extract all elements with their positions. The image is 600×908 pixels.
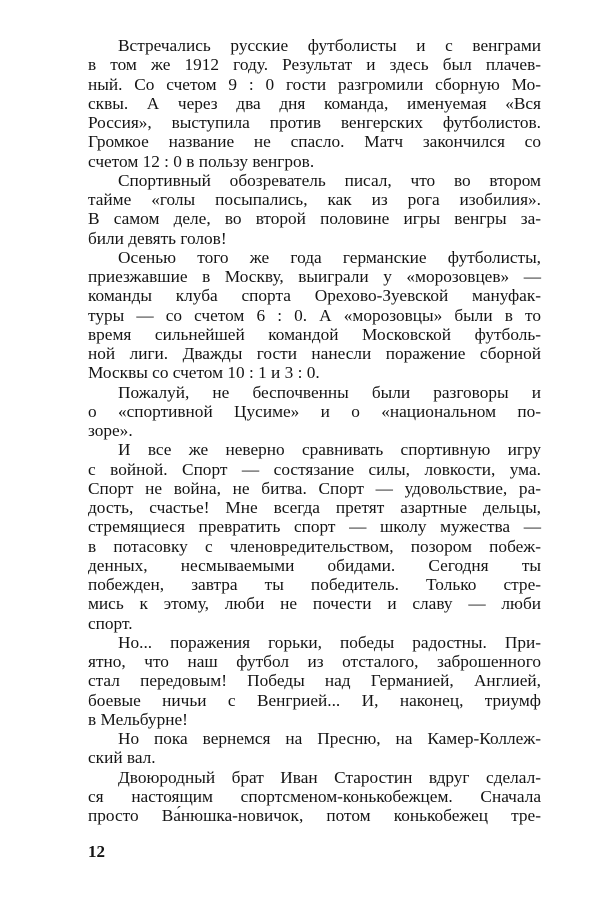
- paragraph: [88, 248, 541, 383]
- text-line: Спорт не война, не битва. Спорт — удовольствие, ра-: [88, 478, 541, 498]
- text-line: боевые ничьи с Венгрией... И, наконец, триумф: [88, 690, 541, 710]
- text-line: И все же неверно сравнивать спортивную игру: [118, 440, 541, 460]
- text-line: тайме «голы посыпались, как из рога изобилия».: [88, 190, 541, 209]
- text-line: сквы. А через два дня команда, именуемая «Вся: [88, 93, 541, 113]
- text-line: Но пока вернемся на Пресню, на Камер-Коллеж-: [118, 729, 541, 748]
- text-line: Громкое название не спасло. Матч закончился со: [88, 132, 541, 152]
- text-line: ский вал.: [88, 748, 156, 768]
- text-line: Спортивный обозреватель писал, что во втором: [118, 170, 541, 190]
- paragraph: [88, 440, 541, 633]
- text-line: счетом 12 : 0 в пользу венгров.: [88, 151, 315, 171]
- text-line: ной лиги. Дважды гости нанесли поражение сборной: [88, 344, 541, 363]
- paragraph: [88, 633, 541, 729]
- text-line: туры — со счетом 6 : 0. А «морозовцы» были в то: [88, 305, 541, 325]
- text-line: Москвы со счетом 10 : 1 и 3 : 0.: [88, 363, 320, 383]
- text-line: зоре».: [88, 421, 133, 440]
- text-line: в Мельбурне!: [88, 709, 188, 729]
- text-line: в потасовку с членовредительством, позором побеж-: [88, 536, 541, 556]
- text-line: стал передовым! Победы над Германией, Англией,: [88, 671, 541, 691]
- text-line: Двоюродный брат Иван Старостин вдруг сделал-: [118, 767, 541, 787]
- text-line: время сильнейшей командой Московской футболь-: [88, 324, 541, 344]
- paragraph: [88, 729, 541, 768]
- paragraph: [88, 36, 541, 171]
- text-line: денных, несмываемыми обидами. Сегодня ты: [88, 555, 541, 575]
- text-line: в том же 1912 году. Результат и здесь был плачев-: [88, 55, 541, 75]
- text-line: ятно, что наш футбол из отсталого, заброшенного: [88, 652, 541, 671]
- text-line: Но... поражения горьки, победы радостны. При-: [118, 632, 541, 652]
- text-line: о «спортивной Цусиме» и о «национальном по-: [88, 401, 541, 421]
- text-line: приезжавшие в Москву, выиграли у «морозовцев» —: [88, 267, 541, 286]
- paragraph: [88, 383, 541, 441]
- text-line: ный. Со счетом 9 : 0 гости разгромили сборную Мо-: [88, 74, 541, 94]
- text-line: дость, счастье! Мне всегда претят азартные дельцы,: [88, 498, 541, 517]
- text-line: просто Ва́нюшка-новичок, потом конькобежец тре-: [88, 806, 541, 825]
- text-line: Встречались русские футболисты и с венграми: [118, 36, 541, 55]
- paragraph: [88, 768, 541, 826]
- text-line: побежден, завтра ты победитель. Только стре-: [88, 575, 541, 594]
- text-line: мись к этому, люби не почести и славу — люби: [88, 594, 541, 614]
- page-number: 12: [88, 842, 105, 861]
- page-body-text: [88, 36, 541, 825]
- text-line: спорт.: [88, 613, 133, 633]
- text-line: Россия», выступила против венгерских футболистов.: [88, 113, 541, 132]
- text-line: В самом деле, во второй половине игры венгры за-: [88, 209, 541, 229]
- text-line: стремящиеся превратить спорт — школу мужества —: [88, 517, 541, 537]
- paragraph: [88, 171, 541, 248]
- text-line: команды клуба спорта Орехово-Зуевской мануфак-: [88, 286, 541, 306]
- text-line: били девять голов!: [88, 228, 227, 248]
- text-line: Пожалуй, не беспочвенны были разговоры и: [118, 382, 541, 402]
- text-line: с войной. Спорт — состязание силы, ловкости, ума.: [88, 459, 541, 479]
- text-line: Осенью того же года германские футболисты,: [118, 247, 541, 267]
- text-line: ся настоящим спортсменом-конькобежцем. Сначала: [88, 786, 541, 806]
